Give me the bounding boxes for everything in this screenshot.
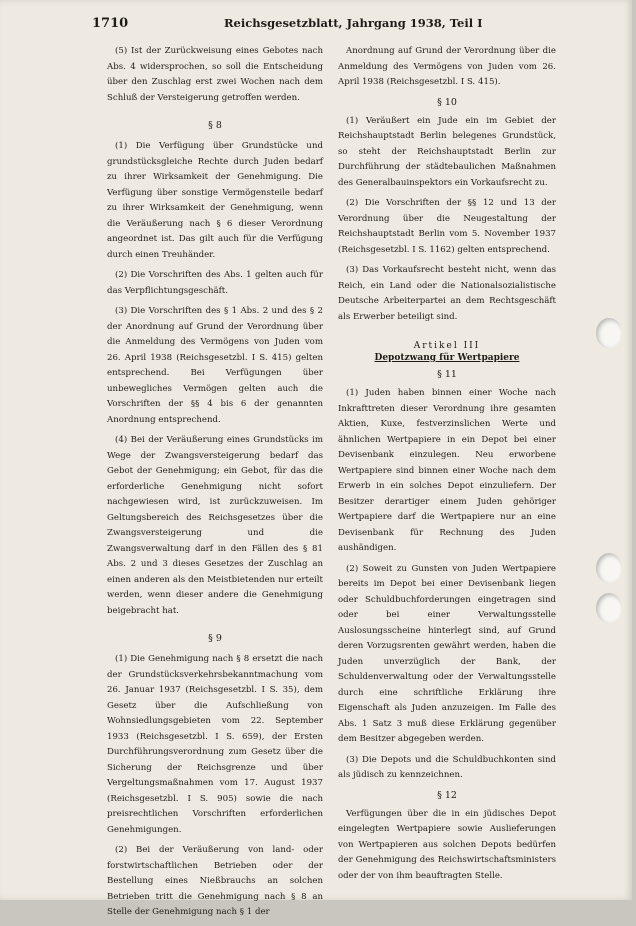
paragraph: (1) Juden haben binnen einer Woche nach Inkrafttreten dieser Verordnung ihre gesamten Aktien, Kuxe, festverzinslichen Werte und ähnlichen Wertpapiere in ein Depot bei einer Devisenbank einzulegen. Neu erworbene Wertpapiere sind binnen einer Woche nach dem Erwerb in ein solches Depot einzuliefern. Der Besitzer derartiger einem Juden gehöriger Wertpapiere darf die Wertpapiere nur an eine Devisenbank für Rechnung des Juden aushändigen. <box>338 388 556 553</box>
paragraph: (3) Die Vorschriften des § 1 Abs. 2 und des § 2 der Anordnung auf Grund der Verordnung über die Anmeldung des Vermögens von Juden vom 26. April 1938 (Reichsgesetzbl. I S. 415) gelten entsprechend. Bei Verfügungen über unbewegliches Vermögen gelten auch die Vorschriften der §§ 4 bis 6 der genannten Anordnung entsprechend. <box>107 306 323 425</box>
section-heading: § 11 <box>437 369 457 380</box>
left-column <box>107 44 323 926</box>
paragraph: (2) Die Vorschriften der §§ 12 und 13 der Verordnung über die Neugestaltung der Reichshauptstadt Berlin vom 5. November 1937 (Reichsgesetzbl. I S. 1162) gelten entsprechend. <box>338 198 556 255</box>
page-number: 1710 <box>92 16 129 31</box>
paragraph: (1) Die Genehmigung nach § 8 ersetzt die nach der Grundstücksverkehrsbekanntmachung vom 26. Januar 1937 (Reichsgesetzbl. I S. 35), dem Gesetz über die Aufschließung von Wohnsiedlungsgebieten vom 22. September 1933 (Reichsgesetzbl. I S. 659), der Ersten Durchführungsverordnung zum Gesetz über die Sicherung der Reichsgrenze und über Vergeltungsmaßnahmen vom 17. August 1937 (Reichsgesetzbl. I S. 905) sowie die nach preisrechtlichen Vorschriften erforderlichen Genehmigungen. <box>107 654 323 835</box>
paragraph: Verfügungen über die in ein jüdisches Depot eingelegten Wertpapiere sowie Auslieferungen von Wertpapieren aus solchen Depots bedürfen der Genehmigung des Reichswirtschaftsministers oder der von ihm beauftragten Stelle. <box>338 808 556 881</box>
right-column <box>338 44 556 889</box>
paragraph: Anordnung auf Grund der Verordnung über die Anmeldung des Vermögens von Juden vom 26. April 1938 (Reichsgesetzbl. I S. 415). <box>338 46 556 87</box>
punch-hole <box>596 318 622 348</box>
page-header-title: Reichsgesetzblatt, Jahrgang 1938, Teil I <box>224 16 483 30</box>
punch-hole <box>596 553 622 583</box>
paragraph: (1) Die Verfügung über Grundstücke und grundstücksgleiche Rechte durch Juden bedarf zu ihrer Wirksamkeit der Genehmigung. Die Verfügung über sonstige Vermögensteile bedarf zu ihrer Wirksamkeit der Genehmigung, wenn die Veräußerung nach § 6 dieser Verordnung angeordnet ist. Das gilt auch für die Verfügung durch einen Treuhänder. <box>107 141 323 260</box>
section-heading: § 8 <box>208 120 222 131</box>
section-heading: § 9 <box>208 633 222 644</box>
article-heading: Artikel III <box>413 341 481 351</box>
paragraph: (3) Das Vorkaufsrecht besteht nicht, wenn das Reich, ein Land oder die Nationalsozialistische Deutsche Arbeiterpartei an dem Rechtsgeschäft als Erwerber beteiligt sind. <box>338 265 556 322</box>
paragraph: (5) Ist der Zurückweisung eines Gebotes nach Abs. 4 widersprochen, so soll die Entscheidung über den Zuschlag erst zwei Wochen nach dem Schluß der Versteigerung getroffen werden. <box>107 46 323 103</box>
paragraph: (2) Bei der Veräußerung von land- oder forstwirtschaftlichen Betrieben oder der Bestellung eines Nießbrauchs an solchen Betrieben tritt die Genehmigung nach § 8 an Stelle der Genehmigung nach § 1 der <box>107 845 323 917</box>
paragraph: (2) Die Vorschriften des Abs. 1 gelten auch für das Verpflichtungsgeschäft. <box>107 270 323 296</box>
paragraph: (3) Die Depots und die Schuldbuchkonten sind als jüdisch zu kennzeichnen. <box>338 754 556 780</box>
paragraph: (2) Soweit zu Gunsten von Juden Wertpapiere bereits im Depot bei einer Devisenbank liegen oder Schuldbuchforderungen eingetragen sind oder bei einer Verwaltungsstelle Auslosungsscheine hinterlegt sind, auf Grund deren Vorzugsrenten gewährt werden, haben die Juden unverzüglich der Bank, der Schuldenverwaltung oder der Verwaltungsstelle durch eine schriftliche Erklärung ihre Eigenschaft als Juden anzuzeigen. Im Falle des Abs. 1 Satz 3 muß diese Erklärung gegenüber dem Besitzer abgegeben werden. <box>338 563 556 744</box>
paragraph: (1) Veräußert ein Jude ein im Gebiet der Reichshauptstadt Berlin belegenes Grundstück, so steht der Reichshauptstadt Berlin zur Durchführung der städtebaulichen Maßnahmen des Generalbauinspektors ein Vorkaufsrecht zu. <box>338 115 556 188</box>
article-title: Depotzwang für Wertpapiere <box>374 353 520 363</box>
section-heading: § 10 <box>437 96 457 108</box>
paragraph: (4) Bei der Veräußerung eines Grundstücks im Wege der Zwangsversteigerung bedarf das Gebot der Genehmigung; ein Gebot, für das die erforderliche Genehmigung nicht sofort nachgewiesen wird, ist zurückzuweisen. Im Geltungsbereich des Reichsgesetzes über die Zwangsversteigerung und die Zwangsverwaltung darf in den Fällen des § 81 Abs. 2 und 3 dieses Gesetzes der Zuschlag an einen anderen als den Meistbietenden nur erteilt werden, wenn dieser andere die Genehmigung beigebracht hat. <box>107 435 323 616</box>
section-heading: § 12 <box>437 789 457 801</box>
punch-hole <box>596 593 622 623</box>
